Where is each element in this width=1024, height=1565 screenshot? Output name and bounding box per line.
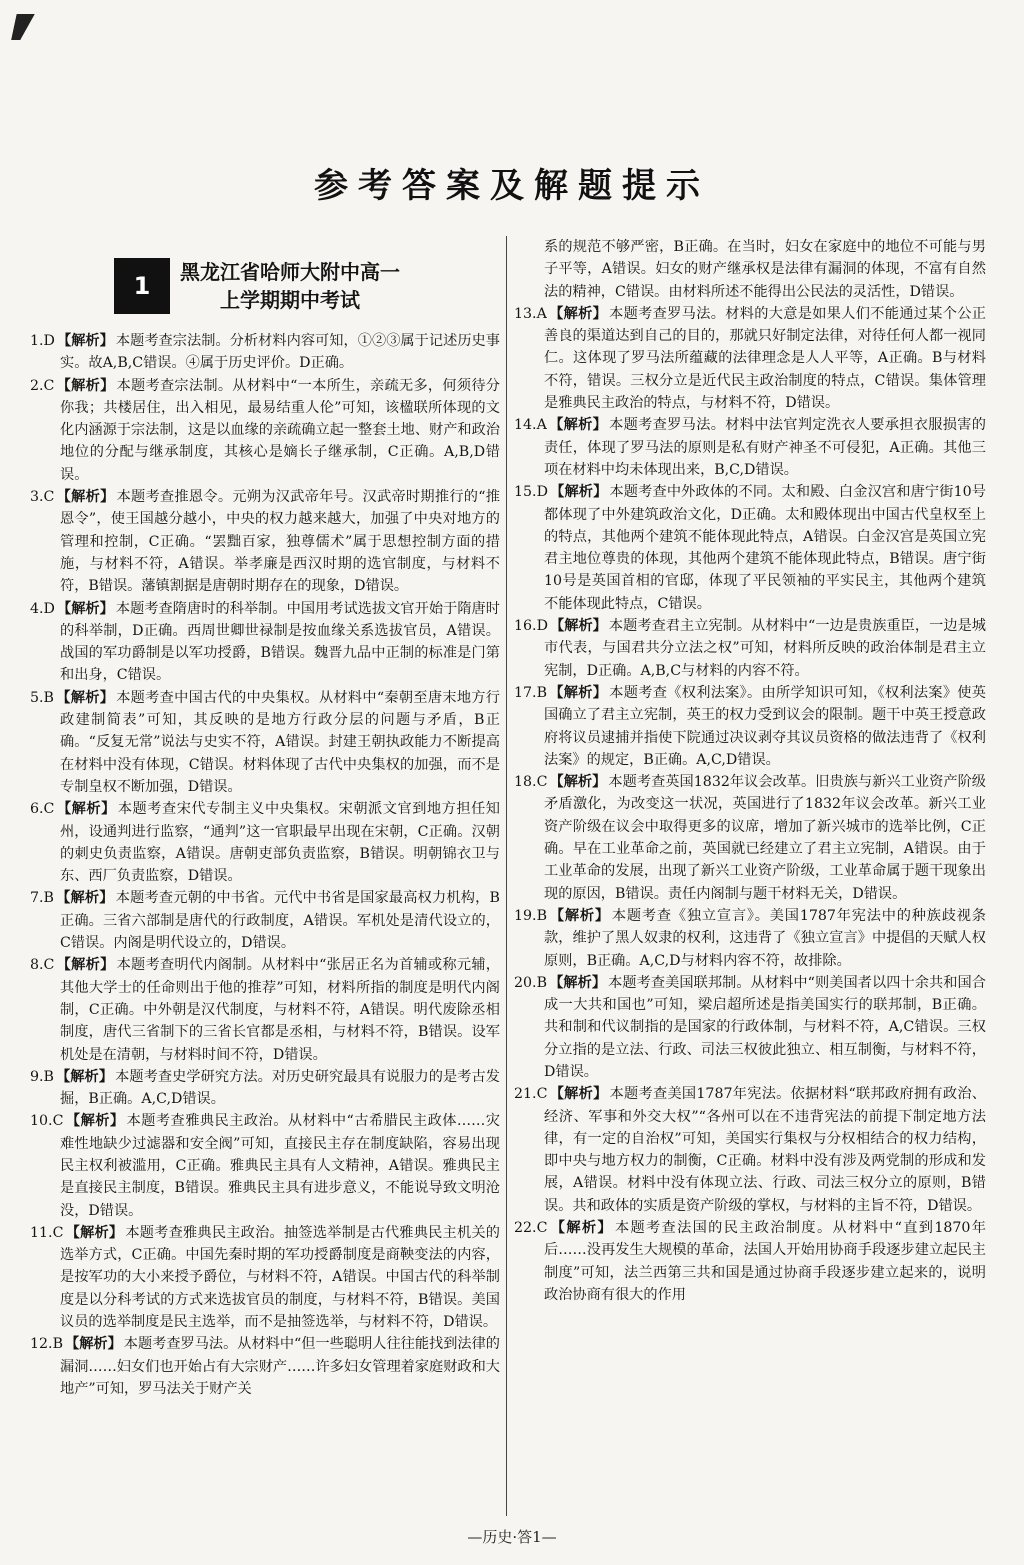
answer-item: [514, 303, 986, 414]
answer-label: 4.D: [30, 600, 55, 617]
answer-label: 5.B: [30, 689, 54, 706]
answer-item: [30, 375, 500, 486]
answer-label: 13.A: [514, 305, 547, 322]
answer-text: 本题考查美国1787年宪法。依据材料“联邦政府拥有政治、经济、军事和外交大权”“各州可以在不违背宪法的前提下制定地方法律，有一定的自治权”可知，美国实行集权与分权相结合的权力结构，即中央与地方权力的制衡，C正确。材料中没有涉及两党制的形成和发展，A错误。材料中没有体现立法、行政、司法三权分立的原则，B错误。共和政体的实质是资产阶级的掌权，与材料的主旨不符，D错误。: [544, 1086, 986, 1214]
answer-item: [30, 687, 500, 798]
answer-text: 本题考查罗马法。材料中法官判定洗衣人要承担衣服损害的责任，体现了罗马法的原则是私有财产神圣不可侵犯，A正确。其他三项在材料中均未体现出来，B,C,D错误。: [544, 417, 986, 478]
analysis-tag: 【解析】: [55, 689, 115, 706]
answer-item: [30, 330, 500, 375]
section-number-badge: 1: [114, 258, 170, 314]
analysis-tag: 【解析】: [549, 484, 608, 501]
answer-label: 6.C: [30, 801, 55, 818]
analysis-tag: 【解析】: [549, 907, 610, 924]
answer-item: [514, 481, 986, 615]
column-divider: [506, 236, 507, 1516]
analysis-tag: 【解析】: [549, 974, 607, 991]
answer-item: [30, 1333, 500, 1400]
answer-text: 本题考查宋代专制主义中央集权。宋朝派文官到地方担任知州，设通判进行监察，“通判”这一官职最早出现在宋朝，C正确。汉朝的刺史负责监察，A错误。唐朝吏部负责监察，B错误。明朝锦衣卫与东、西厂负责监察，D错误。: [60, 801, 500, 885]
section-title-line1: 黑龙江省哈师大附中高一: [180, 260, 400, 284]
analysis-tag: 【解析】: [65, 1113, 125, 1130]
answer-text: 本题考查元朝的中书省。元代中书省是国家最高权力机构，B正确。三省六部制是唐代的行政制度，A错误。军机处是清代设立的，C错误。内阁是明代设立的，D错误。: [60, 890, 500, 952]
answer-text: 本题考查英国1832年议会改革。旧贵族与新兴工业资产阶级矛盾激化，为改变这一状况，英国进行了1832年议会改革。新兴工业资产阶级在议会中取得更多的议席，增加了新兴城市的选举比例，C正确。早在工业革命之前，英国就已经建立了君主立宪制，A错误。由于工业革命的发展，出现了新兴工业资产阶级，工业革命属于题干现象出现的原因，B错误。责任内阁制与题干材料无关，D错误。: [544, 774, 986, 902]
answer-text: 本题考查《独立宣言》。美国1787年宪法中的种族歧视条款，维护了黑人奴隶的权利，这违背了《独立宣言》中提倡的天赋人权原则，B正确。A,C,D与材料内容不符，故排除。: [544, 907, 986, 969]
answer-text: 本题考查雅典民主政治。从材料中“古希腊民主政体……灾难性地缺少过滤器和安全阀”可知，直接民主存在制度缺陷，容易出现民主权利被滥用，C正确。雅典民主具有人文精神，A错误。雅典民主是直接民主制度，B错误。雅典民主具有进步意义，不能说导致文明沧没，D错误。: [60, 1113, 500, 1219]
analysis-tag: 【解析】: [55, 890, 114, 907]
answer-text: 本题考查罗马法。材料的大意是如果人们不能通过某个公正善良的渠道达到自己的目的，那就只好制定法律，对待任何人都一视同仁。这体现了罗马法所蕴藏的法律理念是人人平等，A正确。B与材料不符，错误。三权分立是近代民主政治制度的特点，C错误。集体管理是雅典民主政治的特点，与材料不符，D错误。: [544, 305, 986, 412]
answer-text: 本题考查明代内阁制。从材料中“张居正名为首辅或称元辅，其他大学士的任命则出于他的推荐”可知，材料所指的制度是明代内阁制，C正确。中外朝是汉代制度，与材料不符，A错误。明代废除丞相制度，唐代三省制下的三省长官都是丞相，与材料不符，B错误。设军机处是在清朝，与材料时间不符，D错误。: [60, 957, 500, 1063]
page-corner-mark: [11, 14, 35, 40]
answer-item: [30, 954, 500, 1065]
left-column: [30, 236, 500, 1400]
answer-item: [514, 615, 986, 682]
analysis-tag: 【解析】: [56, 377, 115, 394]
answer-item: [514, 682, 986, 771]
page-footer: —历史·答1—: [467, 1528, 557, 1546]
analysis-tag: 【解析】: [548, 305, 608, 322]
answer-label: 16.D: [514, 618, 548, 635]
answer-label: 12.B: [30, 1336, 63, 1353]
right-column: [514, 236, 986, 1306]
answer-text: 本题考查罗马法。从材料中“但一些聪明人往往能找到法律的漏洞……妇女们也开始占有大宗财产……许多妇女管理着家庭财政和大地产”可知，罗马法关于财产关: [60, 1336, 500, 1397]
page-title: 参考答案及解题提示: [314, 166, 710, 206]
answer-item: [30, 798, 500, 887]
answer-text: 本题考查宗法制。分析材料内容可知，①②③属于记述历史事实。故A,B,C错误。④属于历史评价。D正确。: [60, 333, 500, 372]
answer-label: 1.D: [30, 333, 55, 349]
answer-text: 本题考查中外政体的不同。太和殿、白金汉宫和唐宁街10号都体现了中外建筑政治文化，D正确。太和殿体现出中国古代皇权至上的特点，其他两个建筑不能体现此特点，A错误。白金汉宫是英国立宪君主地位尊贵的体现，其他两个建筑不能体现此特点，B错误。唐宁街10号是英国首相的官邸，体现了平民领袖的平实民主，其他两个建筑不能体现此特点，C错误。: [544, 484, 986, 612]
answer-item: [514, 1083, 986, 1217]
answer-text: 本题考查隋唐时的科举制。中国用考试选拔文官开始于隋唐时的科举制，D正确。西周世卿世禄制是按血缘关系选拔官员，A错误。战国的军功爵制是以军功授爵，B错误。魏晋九品中正制的标准是门第和出身，C错误。: [60, 600, 500, 684]
answer-item: [514, 905, 986, 972]
analysis-tag: 【解析】: [56, 957, 115, 974]
answer-label: 7.B: [30, 890, 54, 907]
analysis-tag: 【解析】: [56, 333, 114, 349]
answer-label: 15.D: [514, 484, 548, 501]
answer-text: 本题考查中国古代的中央集权。从材料中“秦朝至唐末地方行政建制简表”可知，其反映的是地方行政分层的问题与矛盾，B正确。“反复无常”说法与史实不符，A错误。封建王朝执政能力不断提高在材料中没有体现，C错误。材料体现了古代中央集权的加强，而不是专制皇权不断加强，D错误。: [60, 689, 500, 795]
answer-item: [514, 1217, 986, 1306]
right-answer-list: [514, 303, 986, 1306]
answer-label: 19.B: [514, 907, 547, 924]
answer-item: [30, 1222, 500, 1333]
continuation-text: 系的规范不够严密，B正确。在当时，妇女在家庭中的地位不可能与男子平等，A错误。妇女的财产继承权是法律有漏洞的体现，不富有自然法的精神，C错误。由材料所述不能得出公民法的灵活性，D错误。: [544, 239, 986, 300]
analysis-tag: 【解析】: [56, 600, 114, 617]
answer-item: [30, 486, 500, 597]
answer-text: 本题考查法国的民主政治制度。从材料中“直到1870年后……没再发生大规模的革命，法国人开始用协商手段逐步建立起民主制度”可知，法兰西第三共和国是通过协商手段逐步建立起来的，说明政治协商有很大的作用: [544, 1220, 986, 1303]
analysis-tag: 【解析】: [56, 801, 116, 818]
analysis-tag: 【解析】: [56, 489, 115, 506]
answer-label: 10.C: [30, 1113, 64, 1130]
answer-item: [30, 1110, 500, 1221]
answer-text: 本题考查宗法制。从材料中“一本所生，亲疏无多，何须待分你我；共楼居住，出入相见，最易结重人伦”可知，该楹联所体现的文化内涵源于宗法制，这是以血缘的亲疏确立起一整套土地、财产和政治地位的分配与继承制度，其核心是嫡长子继承制，C正确。A,B,D错误。: [60, 377, 500, 483]
answer-text: 本题考查史学研究方法。对历史研究最具有说服力的是考古发掘，B正确。A,C,D错误。: [60, 1068, 500, 1108]
answer-item: [514, 414, 986, 481]
answer-text: 本题考查推恩令。元朔为汉武帝年号。汉武帝时期推行的“推恩令”，使王国越分越小，中央的权力越来越大，加强了中央对地方的管理和控制，C正确。“罢黜百家，独尊儒术”属于思想控制方面的措施，与材料不符，A错误。举孝廉是西汉时期的选官制度，与材料不符，B错误。藩镇割据是唐朝时期存在的现象，D错误。: [60, 489, 500, 595]
answer-item: [514, 771, 986, 905]
analysis-tag: 【解析】: [549, 774, 607, 791]
answer-item: [30, 887, 500, 954]
analysis-tag: 【解析】: [549, 1086, 608, 1103]
answer-label: 11.C: [30, 1224, 64, 1241]
answer-text: 本题考查美国联邦制。从材料中“则美国者以四十余共和国合成一大共和国也”可知，梁启超所述是指美国实行的联邦制，B正确。共和制和代议制指的是国家的行政体制，与材料不符，A,C错误。三权分立指的是立法、行政、司法三权彼此独立、相互制衡，与材料不符，D错误。: [544, 974, 986, 1080]
section-title-line2: 上学期期中考试: [220, 288, 360, 312]
answer-label: 2.C: [30, 377, 55, 394]
answer-text: 本题考查《权利法案》。由所学知识可知，《权利法案》使英国确立了君主立宪制，英王的权力受到议会的限制。题干中英王授意政府将议员逮捕并指使下院通过决议剥夺其议员资格的做法违背了《权利法案》的规定，B正确。A,C,D错误。: [544, 684, 986, 768]
analysis-tag: 【解析】: [549, 684, 608, 701]
answer-label: 14.A: [514, 417, 547, 434]
answer-label: 3.C: [30, 489, 55, 506]
answer-item: [30, 1066, 500, 1111]
analysis-tag: 【解析】: [65, 1224, 124, 1241]
answer-label: 21.C: [514, 1086, 548, 1103]
answer-item: [514, 972, 986, 1083]
analysis-tag: 【解析】: [549, 618, 607, 635]
answer-label: 22.C: [514, 1220, 548, 1237]
answer-text: 本题考查君主立宪制。从材料中“一边是贵族重臣，一边是城市代表，与国君共分立法之权”可知，材料所反映的政治体制是君主立宪制，D正确。A,B,C与材料的内容不符。: [544, 618, 986, 679]
answer-label: 9.B: [30, 1068, 54, 1085]
answer-label: 20.B: [514, 974, 547, 991]
left-answer-list: [30, 330, 500, 1400]
answer-item: [30, 598, 500, 687]
answer-label: 17.B: [514, 684, 547, 701]
analysis-tag: 【解析】: [548, 417, 608, 434]
answer-text: 本题考查雅典民主政治。抽签选举制是古代雅典民主机关的选举方式，C正确。中国先秦时期的军功授爵制度是商鞅变法的内容，是按军功的大小来授予爵位，与材料不符，A错误。中国古代的科举制度是以分科考试的方式来选拔官员的制度，与材料不符，B错误。美国议员的选举制度是民主选举，而不是抽签选举，与材料不符，D错误。: [60, 1224, 500, 1331]
answer-label: 8.C: [30, 957, 55, 974]
section-title: [180, 258, 400, 314]
answer-label: 18.C: [514, 774, 548, 791]
section-header: [114, 258, 500, 314]
analysis-tag: 【解析】: [549, 1220, 613, 1237]
analysis-tag: 【解析】: [55, 1068, 114, 1085]
analysis-tag: 【解析】: [65, 1336, 122, 1353]
